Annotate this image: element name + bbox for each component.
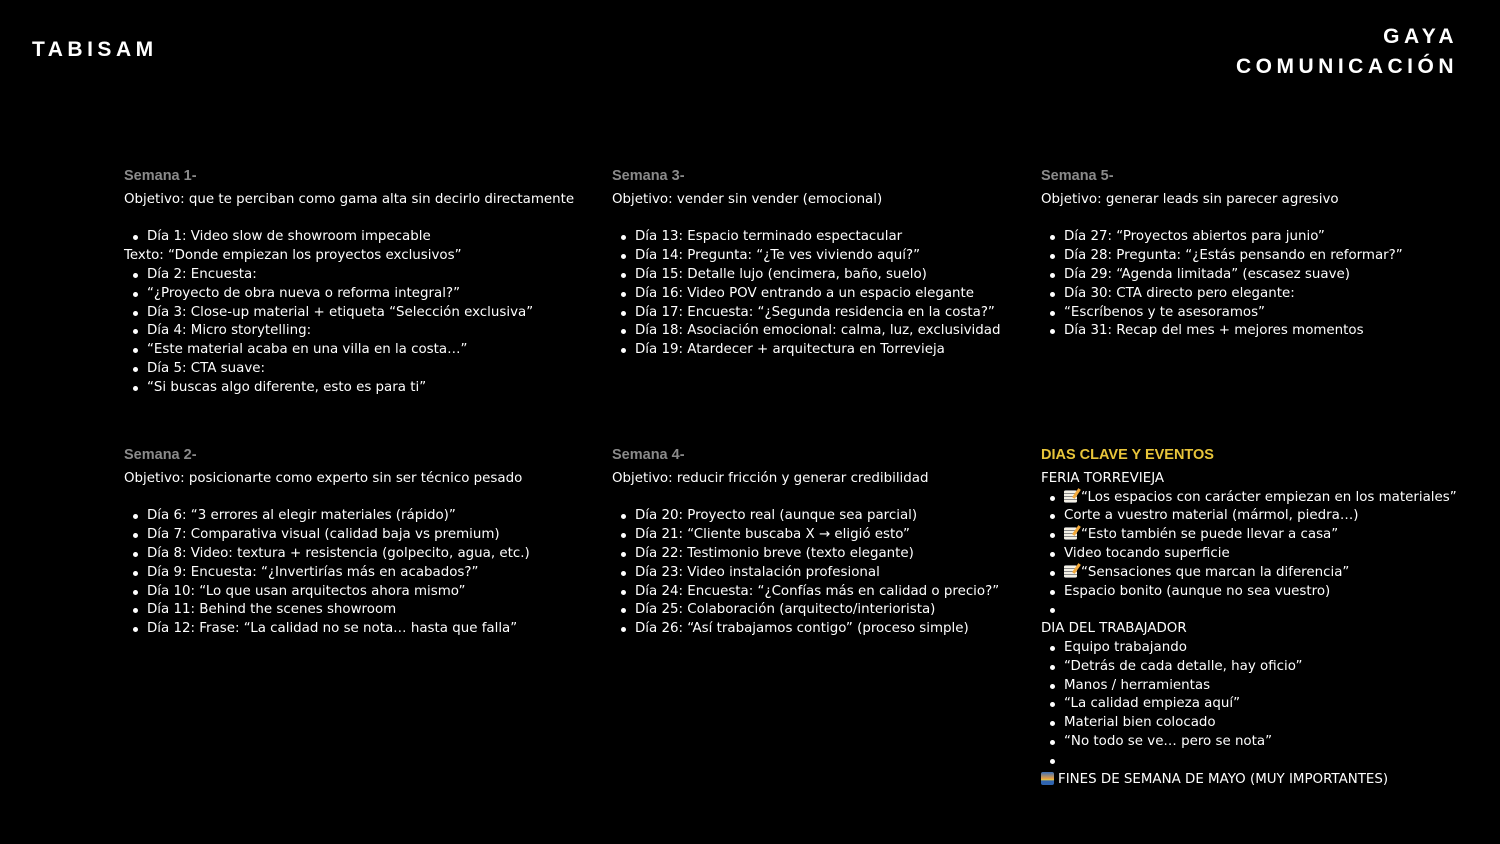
list-item: Día 31: Recap del mes + mejores momentos xyxy=(1041,322,1481,341)
list-item: Día 12: Frase: “La calidad no se nota… hasta que falla” xyxy=(124,620,584,639)
list-item: Día 6: “3 errores al elegir materiales (rápido)” xyxy=(124,507,584,526)
brand-right-line2: COMUNICACIÓN xyxy=(1236,55,1458,78)
week-1-objective: Objetivo: que te perciban como gama alta sin decirlo directamente xyxy=(124,191,575,207)
list-item-empty xyxy=(1041,752,1481,771)
week-1-list xyxy=(124,228,584,397)
events-section xyxy=(1041,446,1481,789)
memo-icon xyxy=(1064,527,1077,540)
list-item: Día 2: Encuesta: xyxy=(124,266,584,285)
brand-tabisam: TABISAM xyxy=(32,38,158,61)
list-item: Corte a vuestro material (mármol, piedra…) xyxy=(1041,507,1481,526)
list-item: Día 18: Asociación emocional: calma, luz, exclusividad xyxy=(612,322,1032,341)
week-1-section xyxy=(124,167,584,398)
list-item: Día 22: Testimonio breve (texto elegante) xyxy=(612,545,1032,564)
list-item: Equipo trabajando xyxy=(1041,639,1481,658)
list-item: “Si buscas algo diferente, esto es para ti” xyxy=(124,379,584,398)
week-4-section xyxy=(612,446,1032,639)
list-item: Día 11: Behind the scenes showroom xyxy=(124,601,584,620)
list-item: Día 28: Pregunta: “¿Estás pensando en reformar?” xyxy=(1041,247,1481,266)
list-item-text: “Sensaciones que marcan la diferencia” xyxy=(1081,564,1350,580)
list-item: Día 16: Video POV entrando a un espacio elegante xyxy=(612,285,1032,304)
week-4-objective: Objetivo: reducir fricción y generar credibilidad xyxy=(612,470,929,486)
list-item: Día 10: “Lo que usan arquitectos ahora mismo” xyxy=(124,583,584,602)
list-item: “Este material acaba en una villa en la costa…” xyxy=(124,341,584,360)
brand-gaya-comunicacion xyxy=(1236,22,1458,82)
list-item: Día 4: Micro storytelling: xyxy=(124,322,584,341)
list-item: Día 30: CTA directo pero elegante: xyxy=(1041,285,1481,304)
week-2-section xyxy=(124,446,584,639)
list-item: Día 8: Video: textura + resistencia (golpecito, agua, etc.) xyxy=(124,545,584,564)
events-title: DIAS CLAVE Y EVENTOS xyxy=(1041,447,1214,463)
week-5-section xyxy=(1041,167,1481,341)
list-item: Día 14: Pregunta: “¿Te ves viviendo aquí?” xyxy=(612,247,1032,266)
week-5-title: Semana 5- xyxy=(1041,168,1114,184)
list-item: Día 25: Colaboración (arquitecto/interiorista) xyxy=(612,601,1032,620)
trabajador-title: DIA DEL TRABAJADOR xyxy=(1041,621,1187,637)
list-item: Día 17: Encuesta: “¿Segunda residencia en la costa?” xyxy=(612,304,1032,323)
list-item: Video tocando superficie xyxy=(1041,545,1481,564)
feria-title: FERIA TORREVIEJA xyxy=(1041,470,1165,486)
week-1-title: Semana 1- xyxy=(124,168,197,184)
list-item: “No todo se ve… pero se nota” xyxy=(1041,733,1481,752)
list-item: Espacio bonito (aunque no sea vuestro) xyxy=(1041,583,1481,602)
list-item: Día 15: Detalle lujo (encimera, baño, suelo) xyxy=(612,266,1032,285)
brand-right-line1: GAYA xyxy=(1383,25,1458,48)
list-item xyxy=(1041,489,1481,508)
list-item: Día 29: “Agenda limitada” (escasez suave) xyxy=(1041,266,1481,285)
list-item: Día 24: Encuesta: “¿Confías más en calidad o precio?” xyxy=(612,583,1032,602)
week-2-list xyxy=(124,507,584,639)
list-item: “¿Proyecto de obra nueva o reforma integral?” xyxy=(124,285,584,304)
week-5-objective: Objetivo: generar leads sin parecer agresivo xyxy=(1041,191,1339,207)
week-3-objective: Objetivo: vender sin vender (emocional) xyxy=(612,191,883,207)
list-item: Material bien colocado xyxy=(1041,714,1481,733)
list-item: Día 9: Encuesta: “¿Invertirías más en acabados?” xyxy=(124,564,584,583)
list-item-empty xyxy=(1041,601,1481,620)
week-2-title: Semana 2- xyxy=(124,447,197,463)
list-item: Día 20: Proyecto real (aunque sea parcial) xyxy=(612,507,1032,526)
list-item: Día 26: “Así trabajamos contigo” (proceso simple) xyxy=(612,620,1032,639)
list-item: Día 5: CTA suave: xyxy=(124,360,584,379)
week-5-list xyxy=(1041,228,1481,341)
memo-icon xyxy=(1064,565,1077,578)
week-4-list xyxy=(612,507,1032,639)
list-item-text: “Los espacios con carácter empiezan en los materiales” xyxy=(1081,489,1457,505)
week-2-objective: Objetivo: posicionarte como experto sin ser técnico pesado xyxy=(124,470,523,486)
week-4-title: Semana 4- xyxy=(612,447,685,463)
week-3-title: Semana 3- xyxy=(612,168,685,184)
list-item: “Escríbenos y te asesoramos” xyxy=(1041,304,1481,323)
list-item: Texto: “Donde empiezan los proyectos exclusivos” xyxy=(124,248,462,264)
trabajador-list xyxy=(1041,639,1481,771)
list-item: Día 23: Video instalación profesional xyxy=(612,564,1032,583)
list-item: Día 3: Close-up material + etiqueta “Selección exclusiva” xyxy=(124,304,584,323)
list-item: Día 27: “Proyectos abiertos para junio” xyxy=(1041,228,1481,247)
week-3-section xyxy=(612,167,1032,360)
list-item: Día 7: Comparativa visual (calidad baja vs premium) xyxy=(124,526,584,545)
list-item: Día 13: Espacio terminado espectacular xyxy=(612,228,1032,247)
list-item-text: “Esto también se puede llevar a casa” xyxy=(1081,527,1339,543)
list-item: Día 19: Atardecer + arquitectura en Torrevieja xyxy=(612,341,1032,360)
list-item: Día 21: “Cliente buscaba X → eligió esto” xyxy=(612,526,1032,545)
feria-list xyxy=(1041,489,1481,621)
sunset-icon xyxy=(1041,772,1054,785)
list-item xyxy=(1041,564,1481,583)
week-3-list xyxy=(612,228,1032,360)
list-item: Manos / herramientas xyxy=(1041,677,1481,696)
memo-icon xyxy=(1064,490,1077,503)
list-item: Día 1: Video slow de showroom impecable xyxy=(124,228,584,247)
list-item xyxy=(1041,526,1481,545)
list-item: “La calidad empieza aquí” xyxy=(1041,695,1481,714)
list-item: “Detrás de cada detalle, hay oficio” xyxy=(1041,658,1481,677)
weekends-row xyxy=(1041,771,1481,790)
weekends-title: FINES DE SEMANA DE MAYO (MUY IMPORTANTES) xyxy=(1058,771,1389,787)
